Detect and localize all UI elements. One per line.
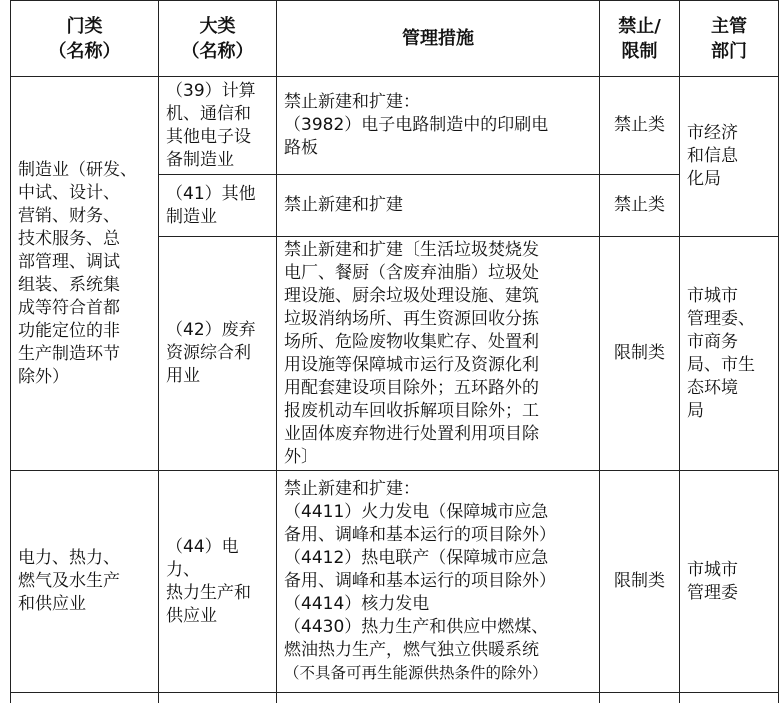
empty-cell [680,693,779,703]
header-type: 禁止/ 限制 [600,1,680,77]
empty-cell [11,693,159,703]
empty-cell [159,693,277,703]
empty-cell [277,693,600,703]
major-cell: （39）计算 机、通信和 其他电子设 备制造业 [159,77,277,175]
category-cell: 电力、热力、 燃气及水生产 和供应业 [11,471,159,693]
category-cell: 制造业（研发、 中试、设计、 营销、财务、 技术服务、总 部管理、调试 组装、系统集 成等符合首都 功能定位的非 生产制造环节 除外） [11,77,159,471]
empty-cell [600,693,680,703]
major-cell: （44）电力、 热力生产和 供应业 [159,471,277,693]
header-department: 主管 部门 [680,1,779,77]
department-cell: 市城市 管理委 [680,471,779,693]
header-measures: 管理措施 [277,1,600,77]
table-row [11,471,779,693]
table-row [11,77,779,175]
major-cell: （41）其他 制造业 [159,175,277,237]
type-cell: 禁止类 [600,175,680,237]
measures-cell: 禁止新建和扩建： （3982）电子电路制造中的印刷电 路板 [277,77,600,175]
policy-table [10,0,779,703]
header-major: 大类 （名称） [159,1,277,77]
department-cell: 市经济 和信息 化局 [680,77,779,237]
header-row [11,1,779,77]
type-cell: 限制类 [600,471,680,693]
major-cell: （42）废弃 资源综合利 用业 [159,237,277,471]
measures-cell: 禁止新建和扩建〔生活垃圾焚烧发 电厂、餐厨（含废弃油脂）垃圾处 理设施、厨余垃圾处理设施、建筑 垃圾消纳场所、再生资源回收分拣 场所、危险废物收集贮存、处置利 用设施等保障城市运行及资源化利 用配套建设项目除外；五环路外的 报废机动车回收拆解项目除外；工 业固体废弃物进行处置利用项目除 外〕 [277,237,600,471]
measures-cell: 禁止新建和扩建 [277,175,600,237]
department-cell: 市城市 管理委、 市商务 局、市生 态环境 局 [680,237,779,471]
measures-cell: 禁止新建和扩建： （4411）火力发电（保障城市应急 备用、调峰和基本运行的项目除外） （4412）热电联产（保障城市应急 备用、调峰和基本运行的项目除外） （4414）核力发电 （4430）热力生产和供应中燃煤、 燃油热力生产，燃气独立供暖系统 （不具备可再生能源供热条件的除外） [277,471,600,693]
table-row-continuation [11,693,779,703]
type-cell: 限制类 [600,237,680,471]
type-cell: 禁止类 [600,77,680,175]
header-category: 门类 （名称） [11,1,159,77]
